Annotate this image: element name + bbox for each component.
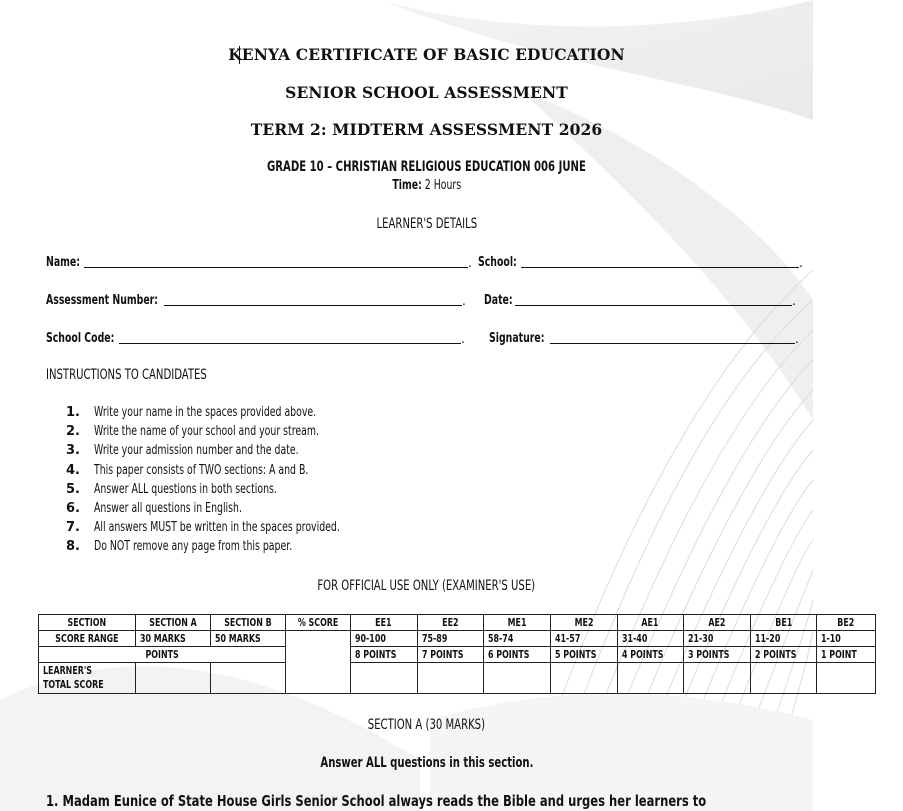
date-field-end: .: [792, 294, 796, 308]
table-cell: 7 POINTS: [417, 647, 484, 663]
table-cell: 90-100: [351, 631, 418, 647]
table-row: [39, 663, 876, 694]
table-cell: 1 POINT: [817, 647, 876, 663]
table-cell: 30 MARKS: [135, 631, 210, 647]
table-cell: 31-40: [617, 631, 684, 647]
table-cell: BE1: [750, 615, 817, 631]
table-cell: AE2: [684, 615, 751, 631]
school-label: School:: [478, 255, 517, 270]
table-cell: 75-89: [417, 631, 484, 647]
grade-cell-be1[interactable]: [750, 663, 817, 694]
assessment-number-field-end: .: [462, 294, 466, 308]
table-cell: 58-74: [484, 631, 551, 647]
table-cell: SECTION B: [210, 615, 285, 631]
grade-cell-ae1[interactable]: [617, 663, 684, 694]
school-code-field[interactable]: [119, 343, 461, 344]
table-cell: % SCORE: [285, 615, 350, 631]
school-field[interactable]: [521, 267, 799, 268]
table-cell: 2 POINTS: [750, 647, 817, 663]
table-cell: 1-10: [817, 631, 876, 647]
table-cell: 21-30: [684, 631, 751, 647]
section-a-title: SECTION A (30 MARKS): [367, 717, 486, 733]
table-cell: SECTION: [39, 615, 136, 631]
section-a-score-cell[interactable]: [135, 663, 210, 694]
signature-field-end: .: [795, 332, 799, 346]
table-cell: LEARNER'S TOTAL SCORE: [39, 663, 136, 694]
table-cell: EE2: [417, 615, 484, 631]
school-code-label: School Code:: [46, 331, 115, 346]
table-cell: ME2: [550, 615, 617, 631]
time-line: [0, 178, 853, 193]
assessment-type: SENIOR SCHOOL ASSESSMENT: [285, 83, 568, 102]
table-cell: 11-20: [750, 631, 817, 647]
table-cell: AE1: [617, 615, 684, 631]
table-cell: 3 POINTS: [684, 647, 751, 663]
grade-cell-me1[interactable]: [484, 663, 551, 694]
table-row: [39, 647, 876, 663]
school-code-field-end: .: [461, 332, 465, 346]
grade-cell-ee2[interactable]: [417, 663, 484, 694]
subject-line: GRADE 10 – CHRISTIAN RELIGIOUS EDUCATION 006 JUNE: [267, 159, 586, 175]
grade-cell-ee1[interactable]: [351, 663, 418, 694]
percent-score-cell[interactable]: [285, 631, 350, 694]
name-field[interactable]: [84, 267, 468, 268]
date-label: Date:: [484, 293, 513, 308]
question-1: 1. Madam Eunice of State House Girls Senior School always reads the Bible and urges her learners to: [46, 792, 707, 810]
term-title: TERM 2: MIDTERM ASSESSMENT 2026: [250, 120, 603, 139]
signature-label: Signature:: [489, 331, 545, 346]
name-field-end: .: [468, 256, 472, 270]
grade-cell-ae2[interactable]: [684, 663, 751, 694]
assessment-number-label: Assessment Number:: [46, 293, 159, 308]
grade-cell-me2[interactable]: [550, 663, 617, 694]
instructions-heading: INSTRUCTIONS TO CANDIDATES: [46, 367, 207, 383]
name-label: Name:: [46, 255, 80, 270]
table-cell: 4 POINTS: [617, 647, 684, 663]
table-cell: 8 POINTS: [351, 647, 418, 663]
section-a-instruction: Answer ALL questions in this section.: [319, 755, 533, 771]
table-cell: 6 POINTS: [484, 647, 551, 663]
grade-cell-be2[interactable]: [817, 663, 876, 694]
table-header-row: [39, 615, 876, 631]
table-cell: SECTION A: [135, 615, 210, 631]
assessment-number-field[interactable]: [164, 305, 462, 306]
table-cell: SCORE RANGE: [39, 631, 136, 647]
table-cell: ME1: [484, 615, 551, 631]
time-value: 2 Hours: [424, 178, 461, 193]
table-cell: 50 MARKS: [210, 631, 285, 647]
table-cell: 5 POINTS: [550, 647, 617, 663]
official-score-table: [38, 614, 876, 694]
school-field-end: .: [799, 256, 803, 270]
learner-details-heading: LEARNER'S DETAILS: [376, 216, 477, 232]
table-cell: EE1: [351, 615, 418, 631]
exam-title: KENYA CERTIFICATE OF BASIC EDUCATION: [228, 45, 625, 64]
time-label: Time:: [392, 178, 422, 193]
table-row: [39, 631, 876, 647]
table-cell: 41-57: [550, 631, 617, 647]
signature-field[interactable]: [550, 343, 795, 344]
section-b-score-cell[interactable]: [210, 663, 285, 694]
table-cell: BE2: [817, 615, 876, 631]
official-use-heading: FOR OFFICIAL USE ONLY (EXAMINER'S USE): [317, 578, 536, 594]
table-cell: POINTS: [39, 647, 286, 663]
exam-page: KENYA CERTIFICATE OF BASIC EDUCATION SENIOR SCHOOL ASSESSMENT TERM 2: MIDTERM ASSESSMENT 2026 GRADE 10 – CHRISTIAN RELIGIOUS EDUCATION 006 JUNE Time: 2 Hours LEARNER'S DETAILS Name: . School: . Assessment Number: . Date: . School Code: . Signature: . INSTRUCTIONS TO CANDIDATES 1. Write your name in the spaces provided above. 2. Write the name of your school and your stream. 3. Write your admission number and the date. 4. This paper consists of TWO sections: A and B. 5. Answer ALL questions in both sections. 6. Answer all questions in English. 7. All answers MUST be written in the spaces provided. 8. Do NOT remove any page from this paper. FOR OFFICIAL USE ONLY (EXAMINER'S USE) SECTION SECTION A SECTION B % SCORE EE1 EE2 ME1 ME2 AE1 AE2 BE1 BE2 SCORE RANGE 30 MARKS 50 MARKS 90-100 75-89 58-74 41-57 31-40 21-30 11-20 1-10 POINTS 8 POINTS 7 POINTS 6 POINTS 5 POINTS 4 POINTS 3 POINTS 2 POINTS 1 POINT LEARNER'S TOTAL SCORE SECTION A (30 MARKS) Answer ALL questions in this section. 1. Madam Eunice of State House Girls Senior School always reads the Bible and urges her learners to: [0, 0, 813, 811]
date-field[interactable]: [515, 305, 792, 306]
